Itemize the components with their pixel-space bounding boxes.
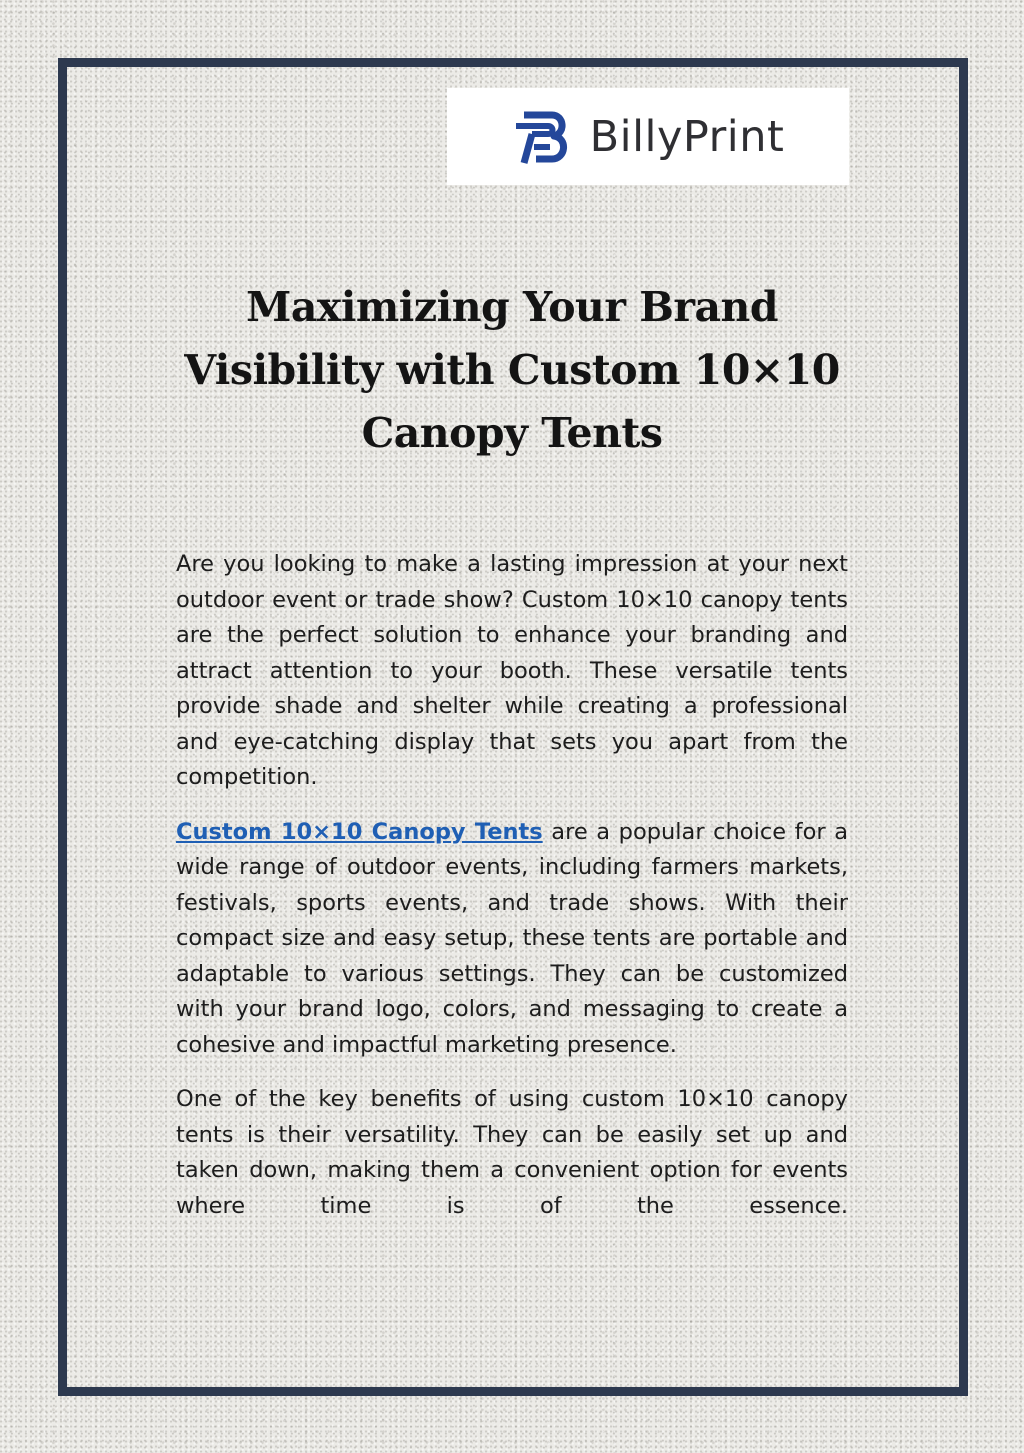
paragraph-intro: Are you looking to make a lasting impression at your next outdoor event or trade show? Custom 10×10 canopy tents are the perfect solution to enhance your branding and attract attention to your booth. These versatile tents provide shade and shelter while creating a professional and eye-catching display that sets you apart from the competition. bbox=[176, 551, 848, 790]
paragraph-popular-choice-text: are a popular choice for a wide range of outdoor events, including farmers markets, festivals, sports events, and trade shows. With their compact size and easy setup, these tents are portable and adaptable to various settings. They can be customized with your brand logo, colors, and messaging to create a cohesive and impactful marketing presence. bbox=[176, 818, 848, 1058]
logo-text: BillyPrint bbox=[589, 111, 785, 162]
logo[interactable] bbox=[447, 88, 849, 185]
page-title: Maximizing Your Brand Visibility with Custom 10×10 Canopy Tents bbox=[184, 283, 840, 457]
paragraph-versatility: One of the key benefits of using custom 10×10 canopy tents is their versatility. They can be easily set up and taken down, making them a convenient option for events where time is of the essence. bbox=[176, 1086, 848, 1219]
billyprint-b-logo-icon bbox=[512, 105, 576, 169]
paragraph-popular-choice bbox=[176, 815, 848, 1064]
article-body bbox=[176, 547, 848, 1243]
custom-canopy-tents-link[interactable]: Custom 10×10 Canopy Tents bbox=[176, 818, 543, 845]
